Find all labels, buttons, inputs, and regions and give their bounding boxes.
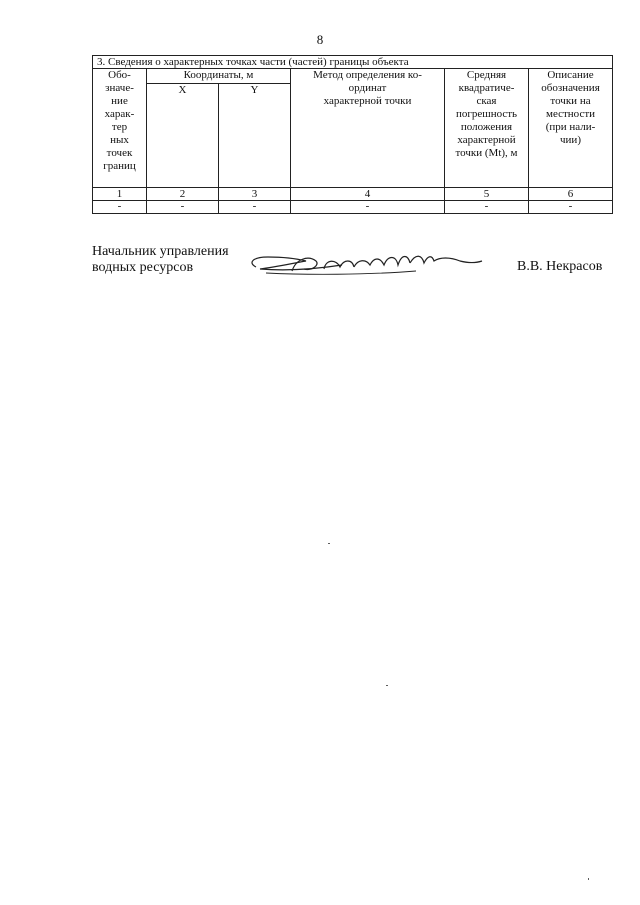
table-cell: -: [445, 201, 529, 214]
table-row: [93, 201, 613, 214]
table-cell: -: [529, 201, 613, 214]
column-number: 4: [291, 188, 445, 201]
page-number: 8: [316, 32, 324, 47]
handwritten-signature: [246, 245, 486, 281]
table-cell: -: [291, 201, 445, 214]
table-cell: -: [219, 201, 291, 214]
header-coordinates: Координаты, м: [147, 69, 291, 84]
scan-speck: [328, 543, 330, 544]
signatory-name: В.В. Некрасов: [517, 259, 603, 274]
position-line-2: водных ресурсов: [92, 260, 194, 275]
header-y: Y: [219, 84, 291, 188]
section-title: 3. Сведения о характерных точках части (частей) границы объекта: [93, 56, 613, 69]
position-line-1: Начальник управления: [92, 244, 229, 259]
column-number: 3: [219, 188, 291, 201]
table-cell: -: [93, 201, 147, 214]
header-x: X: [147, 84, 219, 188]
column-number: 2: [147, 188, 219, 201]
signatory-position: [92, 244, 229, 276]
header-description: Описание обозначения точки на местности (при нали- чии): [529, 69, 613, 188]
column-number: 6: [529, 188, 613, 201]
scan-speck: [386, 685, 388, 686]
header-accuracy: Средняя квадратиче- ская погрешность положения характерной точки (Mt), м: [445, 69, 529, 188]
column-number: 1: [93, 188, 147, 201]
scan-speck: [588, 878, 589, 880]
header-point-designation: Обо- значе- ние харак- тер ных точек границ: [93, 69, 147, 188]
boundary-points-table: [92, 55, 613, 214]
header-method: Метод определения ко- ординат характерной точки: [291, 69, 445, 188]
table-cell: -: [147, 201, 219, 214]
column-number: 5: [445, 188, 529, 201]
